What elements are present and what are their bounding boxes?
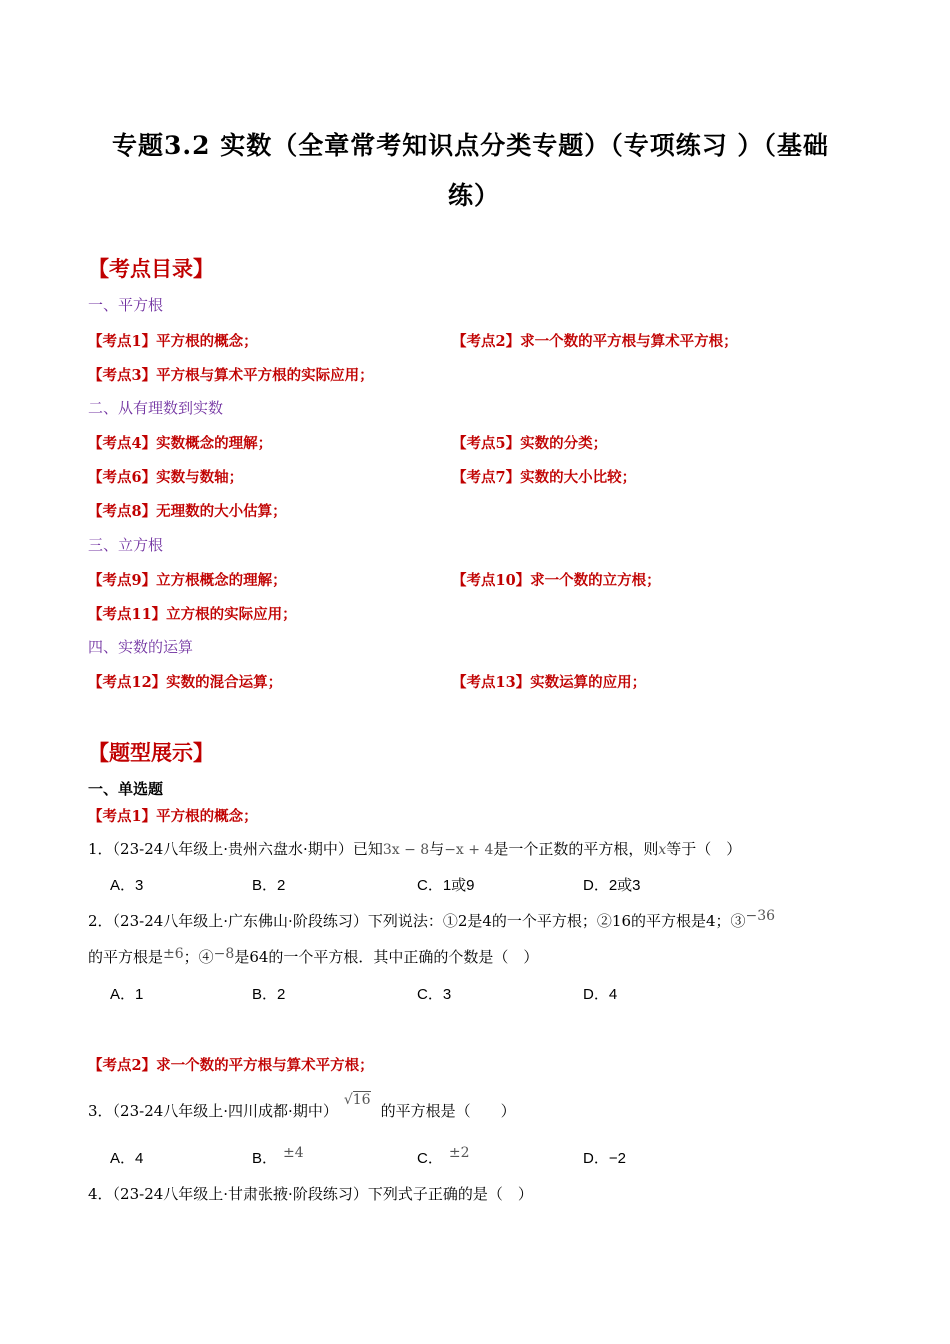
toc-group-2: 二、从有理数到实数 bbox=[88, 399, 224, 417]
question-text: 等于（ ） bbox=[666, 840, 742, 858]
topic-1-heading: 【考点1】平方根的概念； bbox=[88, 808, 258, 825]
q3-option-d: D．−2 bbox=[583, 1150, 626, 1167]
q2-option-b: B．2 bbox=[252, 986, 286, 1003]
toc-item-10: 【考点10】求一个数的立方根； bbox=[452, 572, 661, 589]
radical-sign: √ bbox=[343, 1092, 353, 1108]
question-text: （23-24八年级上·四川成都·期中） bbox=[112, 1102, 338, 1120]
math-expression: −8 bbox=[213, 946, 235, 962]
question-1 bbox=[88, 838, 741, 859]
math-expression: ±4 bbox=[283, 1145, 304, 1161]
option-label: B． bbox=[252, 1150, 278, 1167]
q3-option-c bbox=[417, 1147, 469, 1168]
question-2-line-2 bbox=[88, 946, 538, 967]
q3-option-b bbox=[252, 1147, 304, 1168]
question-number: 3． bbox=[88, 1102, 113, 1120]
question-number: 2． bbox=[88, 912, 113, 930]
q2-option-d: D．4 bbox=[583, 986, 618, 1003]
question-text: 的平方根是 bbox=[88, 948, 164, 966]
topic-2-heading: 【考点2】求一个数的平方根与算术平方根； bbox=[88, 1057, 374, 1074]
math-expression: 3x − 8 bbox=[382, 842, 430, 858]
question-text: 是64的一个平方根．其中正确的个数是（ ） bbox=[234, 948, 539, 966]
q1-option-a: A．3 bbox=[110, 877, 144, 894]
page-title-continued: 练） bbox=[448, 181, 501, 210]
toc-item-8: 【考点8】无理数的大小估算； bbox=[88, 503, 287, 520]
option-label: C． bbox=[417, 1150, 443, 1167]
toc-item-7: 【考点7】实数的大小比较； bbox=[452, 469, 637, 486]
question-text: 与 bbox=[429, 840, 445, 858]
toc-group-1: 一、平方根 bbox=[88, 296, 164, 314]
part-heading: 一、单选题 bbox=[88, 780, 164, 798]
question-3 bbox=[88, 1092, 516, 1121]
toc-item-1: 【考点1】平方根的概念； bbox=[88, 333, 258, 350]
question-4 bbox=[88, 1183, 533, 1204]
toc-item-2: 【考点2】求一个数的平方根与算术平方根； bbox=[452, 333, 738, 350]
q2-option-c: C．3 bbox=[417, 986, 452, 1003]
q1-option-d: D．2或3 bbox=[583, 877, 641, 894]
toc-item-13: 【考点13】实数运算的应用； bbox=[452, 674, 647, 691]
sqrt-expression bbox=[344, 1092, 371, 1108]
toc-item-6: 【考点6】实数与数轴； bbox=[88, 469, 244, 486]
math-expression: ±6 bbox=[163, 946, 184, 962]
math-expression: ±2 bbox=[448, 1145, 470, 1161]
q1-option-b: B．2 bbox=[252, 877, 286, 894]
question-text: ；④ bbox=[183, 948, 214, 966]
question-text: （23-24八年级上·贵州六盘水·期中）已知 bbox=[112, 840, 383, 858]
toc-item-4: 【考点4】实数概念的理解； bbox=[88, 435, 273, 452]
toc-item-11: 【考点11】立方根的实际应用； bbox=[88, 606, 297, 623]
q2-option-a: A．1 bbox=[110, 986, 144, 1003]
question-text: （23-24八年级上·广东佛山·阶段练习）下列说法：①2是4的一个平方根；②16的平方根是4；③ bbox=[112, 912, 746, 930]
toc-item-3: 【考点3】平方根与算术平方根的实际应用； bbox=[88, 367, 374, 384]
toc-item-5: 【考点5】实数的分类； bbox=[452, 435, 608, 452]
question-text: 是一个正数的平方根，则 bbox=[493, 840, 659, 858]
question-number: 1． bbox=[88, 840, 113, 858]
display-heading: 【题型展示】 bbox=[88, 740, 214, 765]
toc-group-3: 三、立方根 bbox=[88, 536, 164, 554]
question-text: 的平方根是（ ） bbox=[380, 1102, 516, 1120]
toc-item-12: 【考点12】实数的混合运算； bbox=[88, 674, 283, 691]
math-expression: −x + 4 bbox=[444, 842, 494, 858]
toc-item-9: 【考点9】立方根概念的理解； bbox=[88, 572, 287, 589]
question-2-line-1 bbox=[88, 910, 775, 931]
math-expression: 16 bbox=[352, 1092, 371, 1108]
math-expression: −36 bbox=[745, 908, 776, 924]
math-expression: x bbox=[658, 842, 667, 858]
q3-option-a: A．4 bbox=[110, 1150, 144, 1167]
q1-option-c: C．1或9 bbox=[417, 877, 475, 894]
page-title: 专题3.2 实数（全章常考知识点分类专题）（专项练习 ）（基础 bbox=[112, 131, 829, 160]
toc-heading: 【考点目录】 bbox=[88, 256, 214, 281]
question-text: （23-24八年级上·甘肃张掖·阶段练习）下列式子正确的是（ ） bbox=[112, 1185, 533, 1203]
toc-group-4: 四、实数的运算 bbox=[88, 638, 194, 656]
question-number: 4． bbox=[88, 1185, 113, 1203]
